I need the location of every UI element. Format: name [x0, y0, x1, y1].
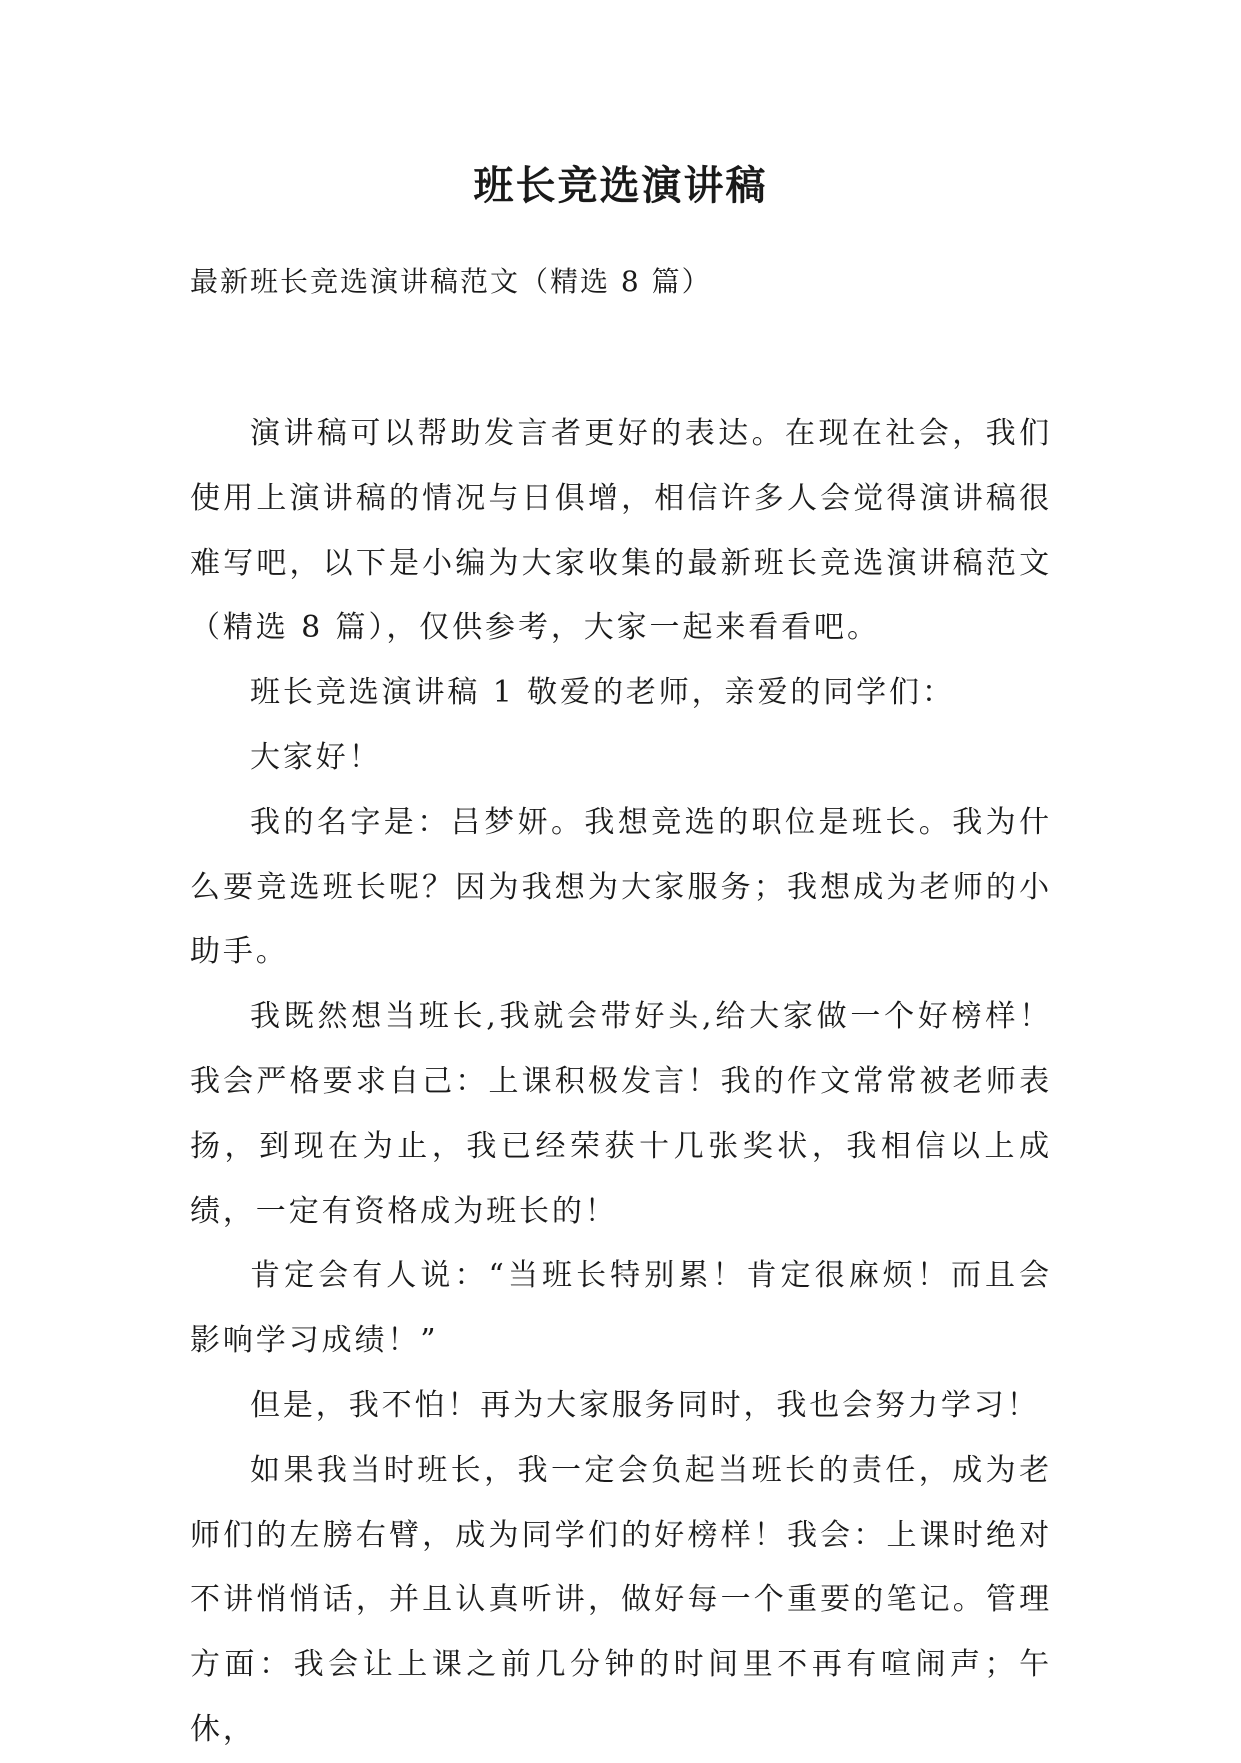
- document-subtitle: 最新班长竞选演讲稿范文（精选 8 篇）: [190, 265, 712, 298]
- paragraph-objection: 肯定会有人说：“当班长特别累！肯定很麻烦！而且会影响学习成绩！”: [190, 1258, 1052, 1359]
- document-title: 班长竞选演讲稿: [473, 162, 768, 209]
- paragraph-promise: 如果我当时班长，我一定会负起当班长的责任，成为老师们的左膀右臂，成为同学们的好榜样！我会：上课时绝对不讲悄悄话，并且认真听讲，做好每一个重要的笔记。管理方面：我会让上课之前几分钟的时间里不再有喧闹声；午休，: [190, 1452, 1052, 1747]
- paragraph-response: 但是，我不怕！再为大家服务同时，我也会努力学习！: [250, 1387, 1040, 1423]
- document-body: [190, 402, 1052, 1763]
- paragraph-intro: 演讲稿可以帮助发言者更好的表达。在现在社会，我们使用上演讲稿的情况与日俱增，相信许多人会觉得演讲稿很难写吧，以下是小编为大家收集的最新班长竞选演讲稿范文（精选 8 篇），仅供参考，大家一起来看看吧。: [190, 416, 1052, 646]
- paragraph-salutation: 班长竞选演讲稿 1 敬爱的老师，亲爱的同学们：: [250, 675, 955, 711]
- paragraph-greeting: 大家好！: [250, 739, 382, 775]
- paragraph-role-model: 我既然想当班长,我就会带好头,给大家做一个好榜样！我会严格要求自己：上课积极发言！我的作文常常被老师表扬，到现在为止，我已经荣获十几张奖状，我相信以上成绩，一定有资格成为班长的！: [190, 999, 1052, 1229]
- paragraph-introduction: 我的名字是：吕梦妍。我想竞选的职位是班长。我为什么要竞选班长呢？因为我想为大家服务；我想成为老师的小助手。: [190, 804, 1052, 970]
